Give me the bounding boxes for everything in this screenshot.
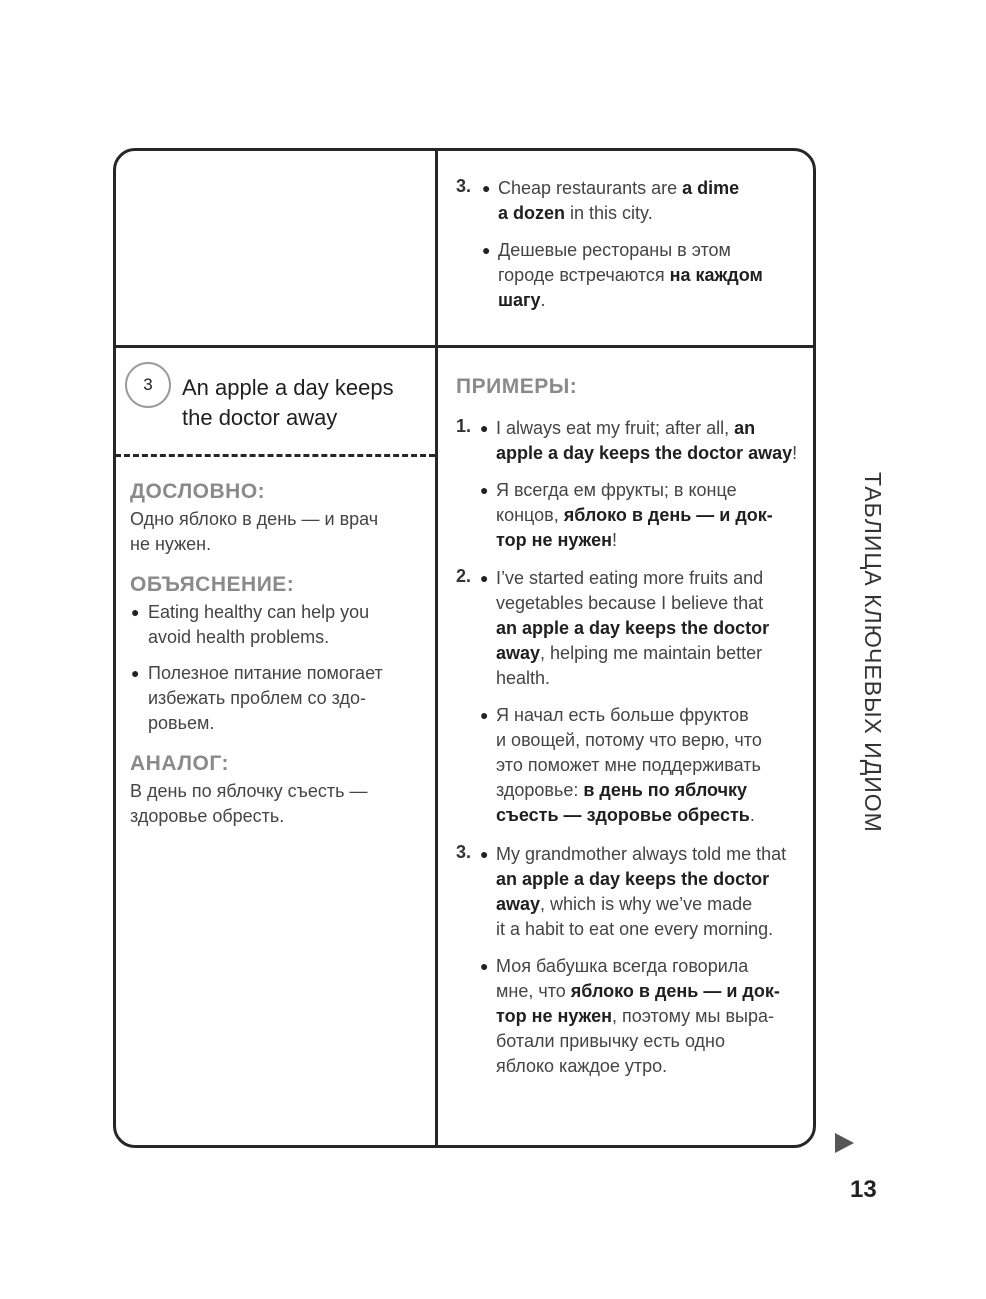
column-divider xyxy=(435,150,438,1146)
explanation-line: ровьем. xyxy=(148,713,215,733)
example-ru-line: здоровье: в день по яблочку xyxy=(496,780,748,800)
analog-heading: АНАЛОГ: xyxy=(130,752,229,775)
bullet-icon: ● xyxy=(131,665,140,681)
example-ru-line: Я начал есть больше фруктов xyxy=(496,705,749,725)
example-en-line: health. xyxy=(496,668,551,688)
triangle-right-icon xyxy=(835,1133,854,1153)
examples-heading: ПРИМЕРЫ: xyxy=(456,375,578,398)
bullet-icon: ● xyxy=(482,180,491,196)
bullet-icon: ● xyxy=(480,420,489,436)
explanation-line: Eating healthy can help you xyxy=(148,602,370,622)
example-ru-line: съесть — здоровье обресть. xyxy=(496,805,755,825)
example-en-line: I always eat my fruit; after all, an xyxy=(496,418,756,438)
idiom-number-badge: 3 xyxy=(125,362,171,408)
explanation-line: avoid health problems. xyxy=(148,627,330,647)
example-en-line: an apple a day keeps the doctor xyxy=(496,869,770,889)
example-en-line: away, helping me maintain better xyxy=(496,643,763,663)
example-ru-line: Моя бабушка всегда говорила xyxy=(496,956,749,976)
example-ru-line: тор не нужен! xyxy=(496,530,617,550)
example-en-line: I’ve started eating more fruits and xyxy=(496,568,764,588)
bullet-icon: ● xyxy=(480,482,489,498)
bullet-icon: ● xyxy=(480,707,489,723)
example-en-line: My grandmother always told me that xyxy=(496,844,787,864)
bullet-icon: ● xyxy=(131,604,140,620)
example-number: 3. xyxy=(456,176,472,196)
example-en-line: it a habit to eat one every morning. xyxy=(496,919,774,939)
example-number: 3. xyxy=(456,842,472,862)
analog-line: здоровье обресть. xyxy=(130,806,285,826)
example-ru-line: яблоко каждое утро. xyxy=(496,1056,668,1076)
explanation-heading: ОБЪЯСНЕНИЕ: xyxy=(130,573,295,596)
bullet-icon: ● xyxy=(480,846,489,862)
example-number: 1. xyxy=(456,416,472,436)
example-ru-line: городе встречаются на каждом xyxy=(498,265,763,285)
example-en-line: a dozen in this city. xyxy=(498,203,653,223)
example-en-line: away, which is why we’ve made xyxy=(496,894,753,914)
example-number: 2. xyxy=(456,566,472,586)
example-ru-line: тор не нужен, поэтому мы выра- xyxy=(496,1006,774,1026)
bullet-icon: ● xyxy=(480,570,489,586)
example-ru-line: Я всегда ем фрукты; в конце xyxy=(496,480,737,500)
example-en-line: vegetables because I believe that xyxy=(496,593,764,613)
page-number: 13 xyxy=(850,1176,877,1203)
example-en-line: apple a day keeps the doctor away! xyxy=(496,443,798,463)
dashed-divider xyxy=(115,454,435,457)
example-ru-line: ботали привычку есть одно xyxy=(496,1031,726,1051)
section-side-title: ТАБЛИЦА КЛЮЧЕВЫХ ИДИОМ xyxy=(860,472,886,833)
bullet-icon: ● xyxy=(480,958,489,974)
explanation-line: Полезное питание помогает xyxy=(148,663,383,683)
literal-heading: ДОСЛОВНО: xyxy=(130,480,266,503)
analog-line: В день по яблочку съесть — xyxy=(130,781,368,801)
example-ru-line: это поможет мне поддерживать xyxy=(496,755,761,775)
example-ru-line: и овощей, потому что верю, что xyxy=(496,730,762,750)
idiom-title: An apple a day keeps the doctor away xyxy=(182,375,394,430)
example-ru-line: мне, что яблоко в день — и док- xyxy=(496,981,780,1001)
example-ru-line: концов, яблоко в день — и док- xyxy=(496,505,773,525)
example-ru-line: Дешевые рестораны в этом xyxy=(498,240,731,260)
explanation-line: избежать проблем со здо- xyxy=(148,688,367,708)
bullet-icon: ● xyxy=(482,242,491,258)
literal-line: Одно яблоко в день — и врач xyxy=(130,509,379,529)
literal-line: не нужен. xyxy=(130,534,212,554)
example-ru-line: шагу. xyxy=(498,290,546,310)
row-divider xyxy=(115,345,816,348)
example-en-line: Cheap restaurants are a dime xyxy=(498,178,740,198)
example-en-line: an apple a day keeps the doctor xyxy=(496,618,770,638)
